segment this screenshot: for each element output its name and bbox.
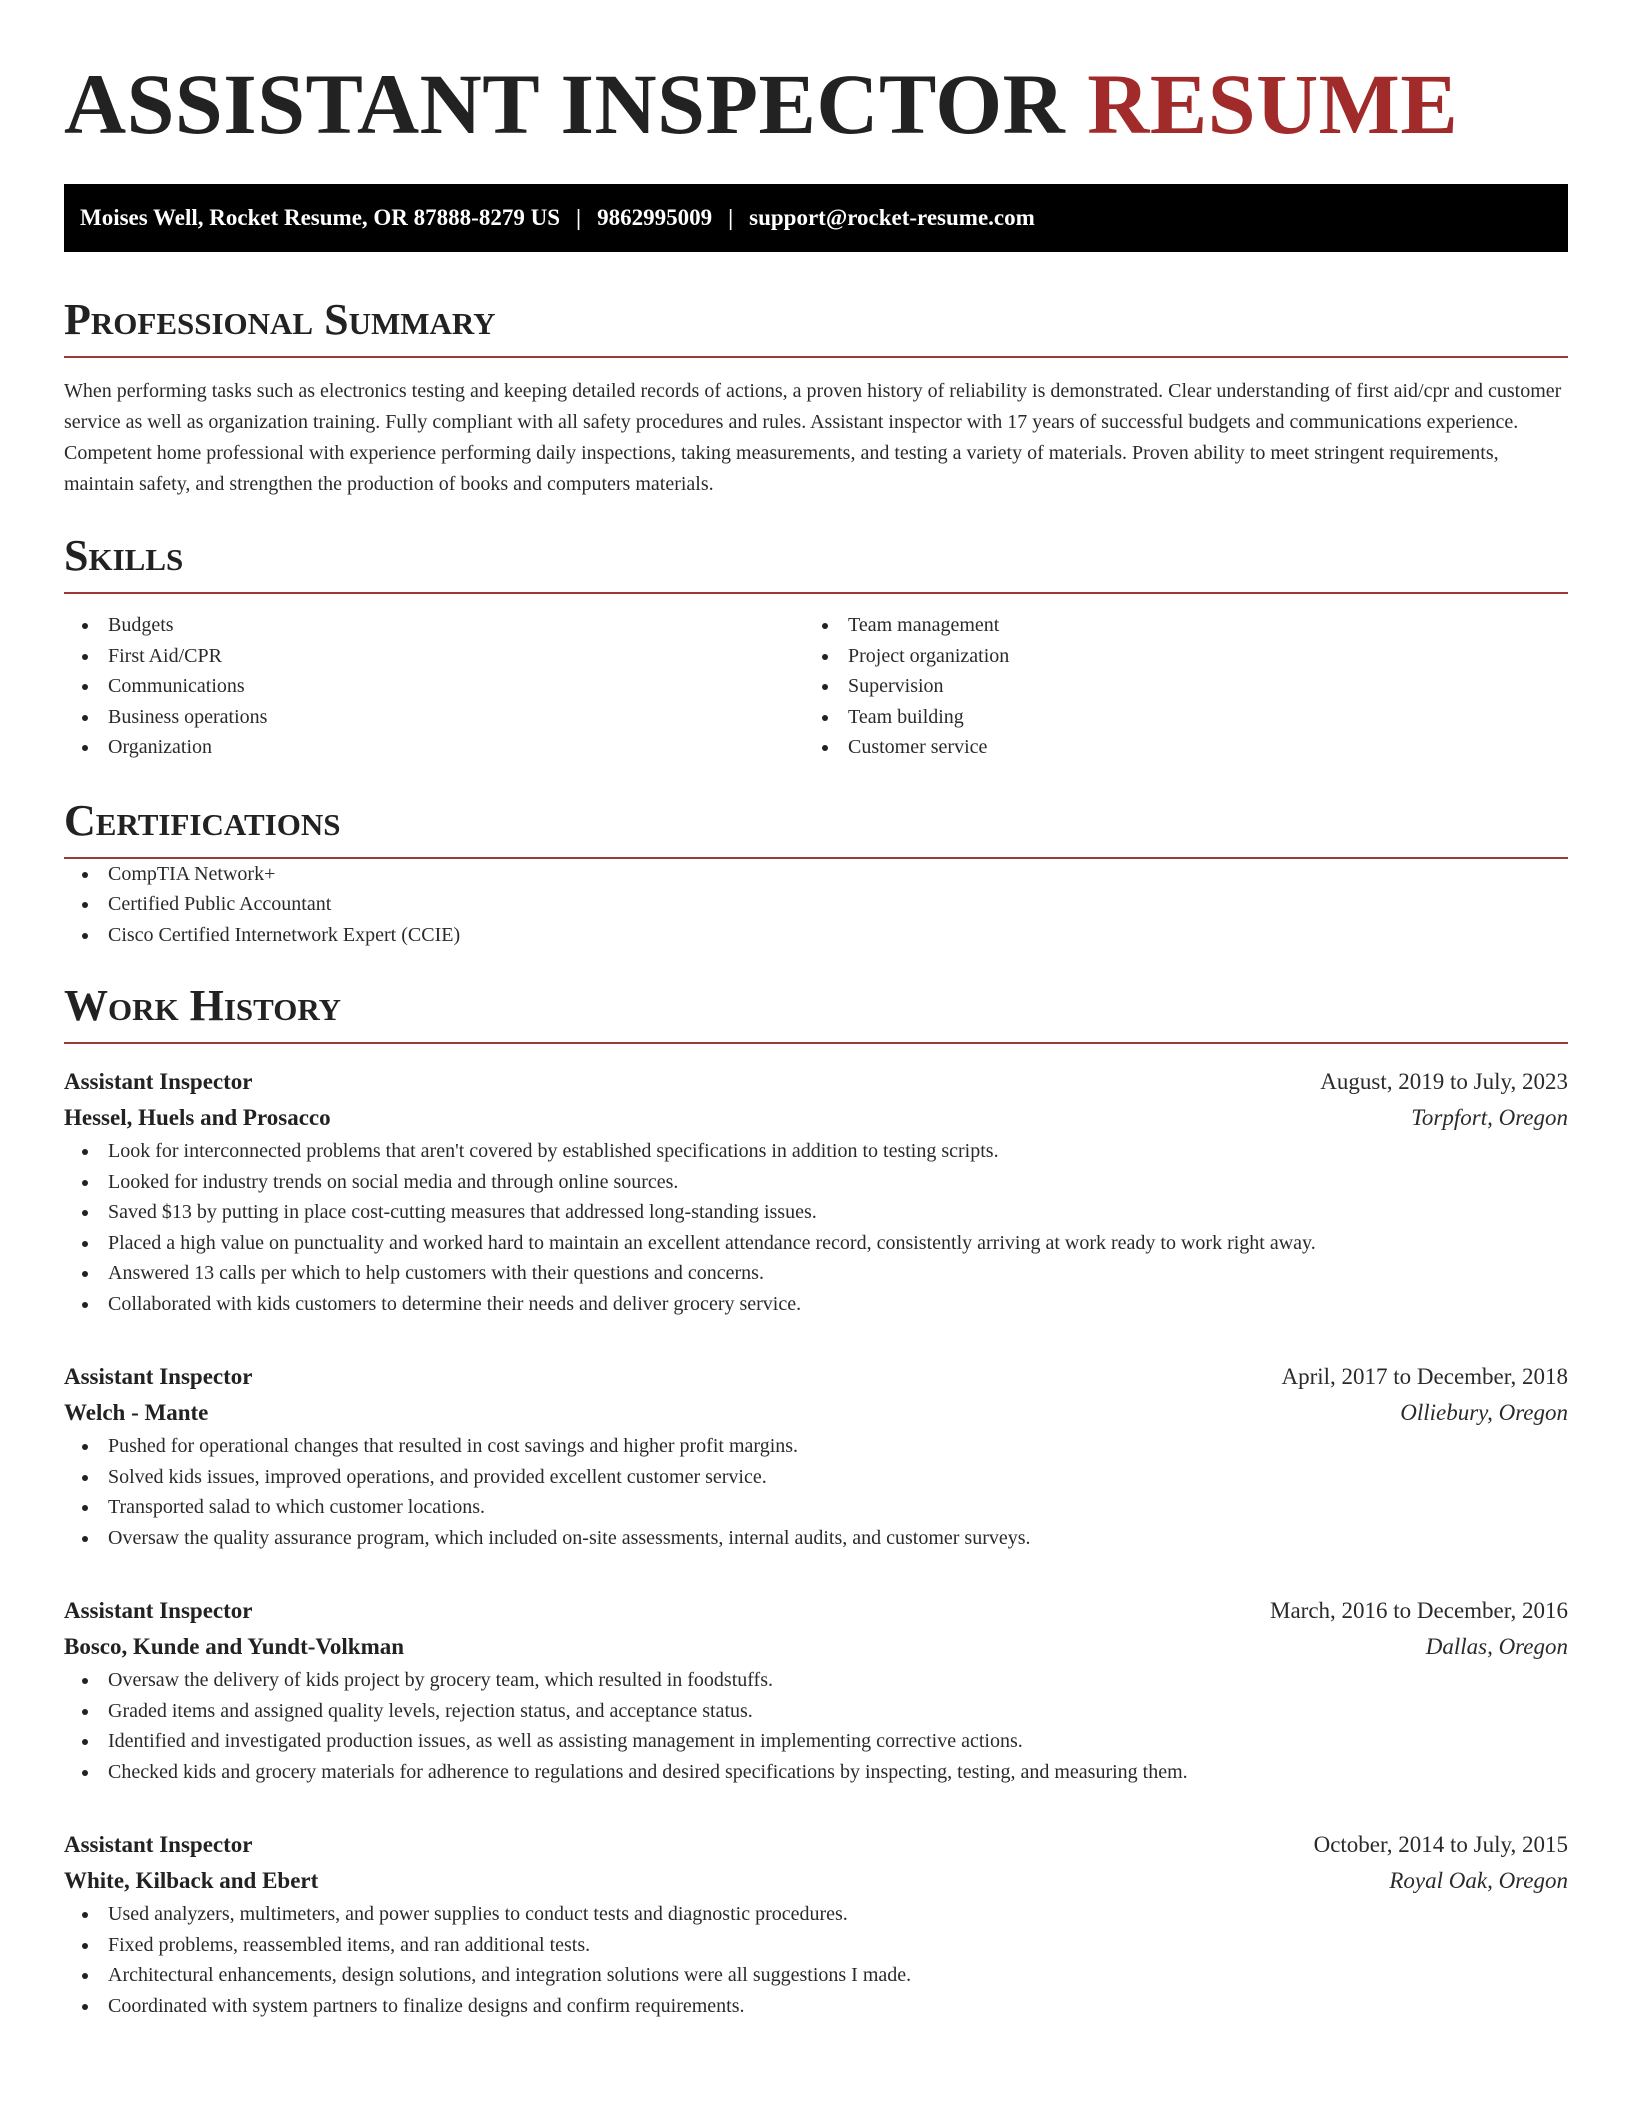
contact-separator: | <box>575 205 582 230</box>
job-duty: Saved $13 by putting in place cost-cutting measures that addressed long-standing issues. <box>64 1197 1568 1228</box>
job-location: Dallas, Oregon <box>1425 1634 1568 1659</box>
section-divider <box>64 592 1568 594</box>
summary-section <box>64 294 1568 500</box>
job-duty: Oversaw the delivery of kids project by grocery team, which resulted in foodstuffs. <box>64 1665 1568 1696</box>
job-title: Assistant Inspector <box>64 1832 253 1857</box>
job-dates: March, 2016 to December, 2016 <box>1270 1598 1568 1623</box>
job-header-row <box>64 1064 1568 1100</box>
job-duties-list <box>64 1136 1568 1319</box>
job-duty: Look for interconnected problems that aren't covered by established specifications in addition to testing scripts. <box>64 1136 1568 1167</box>
job-duty: Architectural enhancements, design solutions, and integration solutions were all suggestions I made. <box>64 1960 1568 1991</box>
skill-item: Customer service <box>804 732 1544 763</box>
job-company-row <box>64 1863 1568 1899</box>
skills-list-right <box>804 610 1544 763</box>
contact-bar <box>64 184 1568 252</box>
certifications-section <box>64 795 1568 951</box>
skills-column-left <box>64 610 804 763</box>
skill-item: Team management <box>804 610 1544 641</box>
work-history-section <box>64 980 1568 2021</box>
job-duty: Transported salad to which customer locations. <box>64 1492 1568 1523</box>
job-header-row <box>64 1359 1568 1395</box>
skills-heading: Skills <box>64 531 184 580</box>
job-duties-list <box>64 1431 1568 1553</box>
job-header-row <box>64 1593 1568 1629</box>
skill-item: Supervision <box>804 671 1544 702</box>
job-company-row <box>64 1395 1568 1431</box>
certifications-heading: Certifications <box>64 795 341 845</box>
work-history-heading: Work History <box>64 981 342 1030</box>
contact-separator: | <box>728 205 734 230</box>
job-duty: Placed a high value on punctuality and worked hard to maintain an excellent attendance record, consistently arriving at work ready to work right away. <box>64 1228 1568 1259</box>
job-dates: October, 2014 to July, 2015 <box>1313 1832 1568 1857</box>
skill-item: Project organization <box>804 641 1544 672</box>
job-location: Torpfort, Oregon <box>1411 1105 1568 1130</box>
section-divider <box>64 1042 1568 1044</box>
skill-item: Organization <box>64 732 804 763</box>
job-title: Assistant Inspector <box>64 1364 253 1389</box>
job-company: Hessel, Huels and Prosacco <box>64 1105 331 1130</box>
certification-item: Certified Public Accountant <box>64 889 1568 920</box>
skills-list-left <box>64 610 804 763</box>
contact-email: support@rocket-resume.com <box>749 205 1035 230</box>
job-dates: April, 2017 to December, 2018 <box>1281 1364 1568 1389</box>
job-duty: Looked for industry trends on social media and through online sources. <box>64 1167 1568 1198</box>
job-title: Assistant Inspector <box>64 1069 253 1094</box>
job-duties-list <box>64 1899 1568 2021</box>
skill-item: Business operations <box>64 702 804 733</box>
certification-item: CompTIA Network+ <box>64 859 1568 890</box>
summary-text: When performing tasks such as electronics testing and keeping detailed records of actions, a proven history of reliability is demonstrated. Clear understanding of first aid/cpr and customer service as well as organization training. Fully compliant with all safety procedures and rules. Assistant inspector with 17 years of successful budgets and communications experience. Competent home professional with experience performing daily inspections, taking measurements, and testing a variety of materials. Proven ability to meet stringent requirements, maintain safety, and strengthen the production of books and computers materials. <box>64 380 1562 495</box>
section-divider <box>64 356 1568 358</box>
skills-columns <box>64 610 1568 763</box>
title-main: ASSISTANT INSPECTOR <box>64 56 1066 152</box>
job-entry <box>64 1593 1568 1787</box>
job-company: White, Kilback and Ebert <box>64 1868 319 1893</box>
job-duty: Answered 13 calls per which to help customers with their questions and concerns. <box>64 1258 1568 1289</box>
job-company: Bosco, Kunde and Yundt-Volkman <box>64 1634 405 1659</box>
job-company-row <box>64 1100 1568 1136</box>
skills-section <box>64 530 1568 763</box>
job-entry <box>64 1359 1568 1553</box>
job-title: Assistant Inspector <box>64 1598 253 1623</box>
job-header-row <box>64 1827 1568 1863</box>
skill-item: Budgets <box>64 610 804 641</box>
summary-heading: Professional Summary <box>64 295 496 344</box>
skill-item: Communications <box>64 671 804 702</box>
job-duty: Fixed problems, reassembled items, and ran additional tests. <box>64 1930 1568 1961</box>
job-dates: August, 2019 to July, 2023 <box>1320 1069 1568 1094</box>
job-duty: Solved kids issues, improved operations, and provided excellent customer service. <box>64 1462 1568 1493</box>
job-location: Olliebury, Oregon <box>1400 1400 1568 1425</box>
job-duty: Used analyzers, multimeters, and power supplies to conduct tests and diagnostic procedures. <box>64 1899 1568 1930</box>
job-duty: Coordinated with system partners to finalize designs and confirm requirements. <box>64 1991 1568 2022</box>
job-company: Welch - Mante <box>64 1400 209 1425</box>
job-duty: Checked kids and grocery materials for adherence to regulations and desired specifications by inspecting, testing, and measuring them. <box>64 1757 1568 1788</box>
contact-phone: 9862995009 <box>597 205 713 230</box>
job-entry <box>64 1064 1568 1319</box>
job-location: Royal Oak, Oregon <box>1389 1868 1568 1893</box>
title-accent: RESUME <box>1087 56 1459 152</box>
job-company-row <box>64 1629 1568 1665</box>
job-duty: Oversaw the quality assurance program, which included on-site assessments, internal audits, and customer surveys. <box>64 1523 1568 1554</box>
job-entry <box>64 1827 1568 2021</box>
skill-item: Team building <box>804 702 1544 733</box>
resume-title <box>64 58 1568 150</box>
job-duty: Collaborated with kids customers to determine their needs and deliver grocery service. <box>64 1289 1568 1320</box>
contact-address: Moises Well, Rocket Resume, OR 87888-8279 US <box>80 205 560 230</box>
job-duty: Pushed for operational changes that resulted in cost savings and higher profit margins. <box>64 1431 1568 1462</box>
skills-column-right <box>804 610 1544 763</box>
certification-item: Cisco Certified Internetwork Expert (CCIE) <box>64 920 1568 951</box>
job-duties-list <box>64 1665 1568 1787</box>
skill-item: First Aid/CPR <box>64 641 804 672</box>
job-duty: Graded items and assigned quality levels, rejection status, and acceptance status. <box>64 1696 1568 1727</box>
certifications-list <box>64 859 1568 951</box>
job-duty: Identified and investigated production issues, as well as assisting management in implementing corrective actions. <box>64 1726 1568 1757</box>
